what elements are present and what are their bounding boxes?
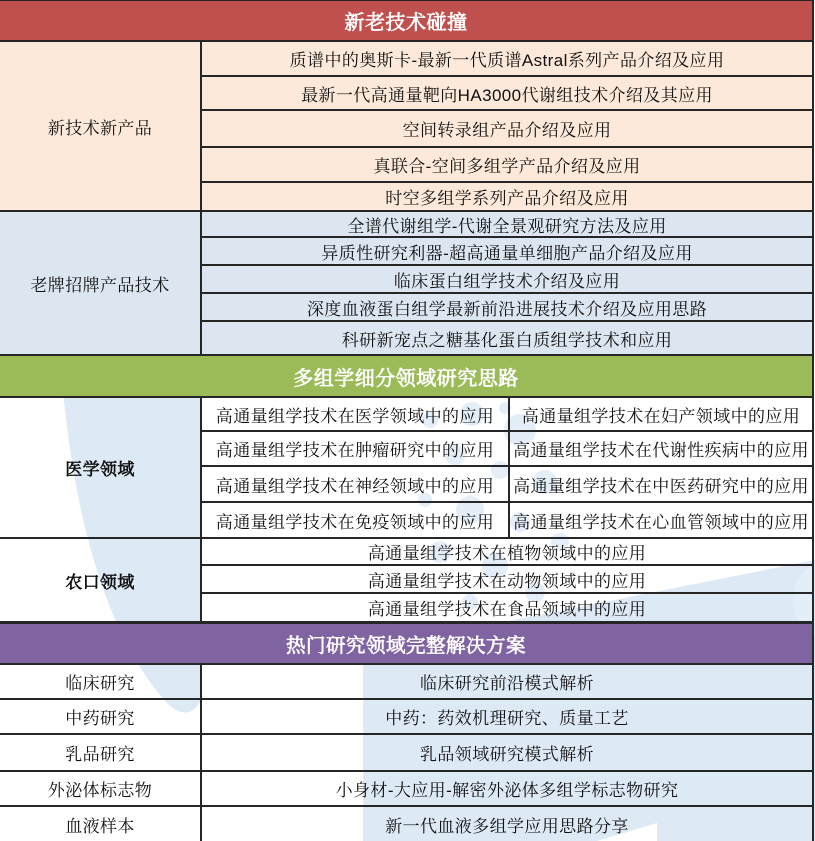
topic-text: 高通量组学技术在植物领域中的应用 [367,544,647,563]
topic-cell: 高通量组学技术在中医药研究中的应用 [513,476,809,496]
topic-row [202,566,812,594]
topic-row [202,77,812,111]
topic-cell: 高通量组学技术在妇产领域中的应用 [521,406,801,426]
section-title: 热门研究领域完整解决方案 [285,634,526,657]
topic-row [202,238,812,266]
topic-text: 临床蛋白组学技术介绍及应用 [393,271,621,291]
topic-row [202,111,812,148]
group-medical-field [0,398,812,539]
topic-cell: 高通量组学技术在代谢性疾病中的应用 [513,441,809,460]
topic-text: 深度血液蛋白组学最新前沿进展技术介绍及应用思路 [306,299,708,319]
topic-pair-row [202,398,812,432]
group-label: 老牌招牌产品技术 [30,275,170,295]
solution-topic: 乳品研究 [0,735,202,770]
topic-cell: 高通量组学技术在肿瘤研究中的应用 [202,432,510,465]
topic-text: 高通量组学技术在动物领域中的应用 [367,571,647,591]
solution-topic: 外泌体标志物 [0,772,202,805]
topic-cell: 高通量组学技术在医学领域中的应用 [202,398,510,430]
topic-pair-row [202,467,812,503]
topic-row [202,42,812,77]
group-label-cell [0,42,202,210]
section-header-solutions [0,624,812,665]
section-title: 多组学细分领域研究思路 [293,367,519,390]
group-label: 新技术新产品 [47,118,153,138]
solution-row [0,807,812,841]
topic-row [202,539,812,566]
topic-row [202,594,812,621]
solution-topic: 中药研究 [0,700,202,733]
group-label-cell [0,212,202,354]
topic-grid [202,398,812,537]
topic-pair-row [202,503,812,537]
topic-text: 真联合-空间多组学产品介绍及应用 [373,157,641,176]
topic-row [202,212,812,238]
solution-description: 新一代血液多组学应用思路分享 [385,816,629,836]
topic-text: 全谱代谢组学-代谢全景观研究方法及应用 [347,216,667,236]
group-label-cell [0,398,202,537]
solution-row [0,665,812,700]
topic-cell: 高通量组学技术在心血管领域中的应用 [513,512,809,532]
topic-text: 科研新宠点之糖基化蛋白质组学技术和应用 [341,330,673,350]
solution-topic: 血液样本 [0,807,202,841]
group-label: 医学领域 [65,460,135,479]
solution-row [0,700,812,735]
topic-row [202,148,812,183]
solution-row [0,735,812,772]
topic-cell: 高通量组学技术在神经领域中的应用 [202,467,510,501]
solution-description: 中药：药效机理研究、质量工艺 [385,709,629,728]
solution-description: 临床研究前沿模式解析 [420,674,594,693]
section-header-multiomics-fields [0,356,812,398]
group-flagship-products [0,212,812,356]
topic-pair-row [202,432,812,467]
topic-row [202,322,812,354]
section-header-new-vs-old-tech [0,1,812,42]
topic-text: 空间转录组产品介绍及应用 [402,121,612,140]
group-new-tech-products [0,42,812,212]
solution-row [0,772,812,807]
topic-list [202,539,812,621]
solution-description: 小身材-大应用-解密外泌体多组学标志物研究 [335,781,679,800]
group-agriculture-field [0,539,812,624]
group-label-cell [0,539,202,621]
topic-list [202,42,812,210]
topic-text: 最新一代高通量靶向HA3000代谢组技术介绍及其应用 [301,85,713,105]
topic-text: 高通量组学技术在食品领域中的应用 [367,600,647,619]
topic-row [202,294,812,322]
group-label: 农口领域 [65,572,135,592]
topic-cell: 高通量组学技术在免疫领域中的应用 [202,503,510,537]
topic-row [202,266,812,294]
section-title: 新老技术碰撞 [344,12,468,34]
topic-text: 异质性研究利器-超高通量单细胞产品介绍及应用 [321,243,693,263]
solution-topic: 临床研究 [0,665,202,698]
topic-list [202,212,812,354]
topic-text: 质谱中的奥斯卡-最新一代质谱Astral系列产品介绍及应用 [289,51,725,70]
solution-description: 乳品领域研究模式解析 [420,745,594,764]
topic-row [202,183,812,210]
topic-text: 时空多组学系列产品介绍及应用 [385,189,629,208]
